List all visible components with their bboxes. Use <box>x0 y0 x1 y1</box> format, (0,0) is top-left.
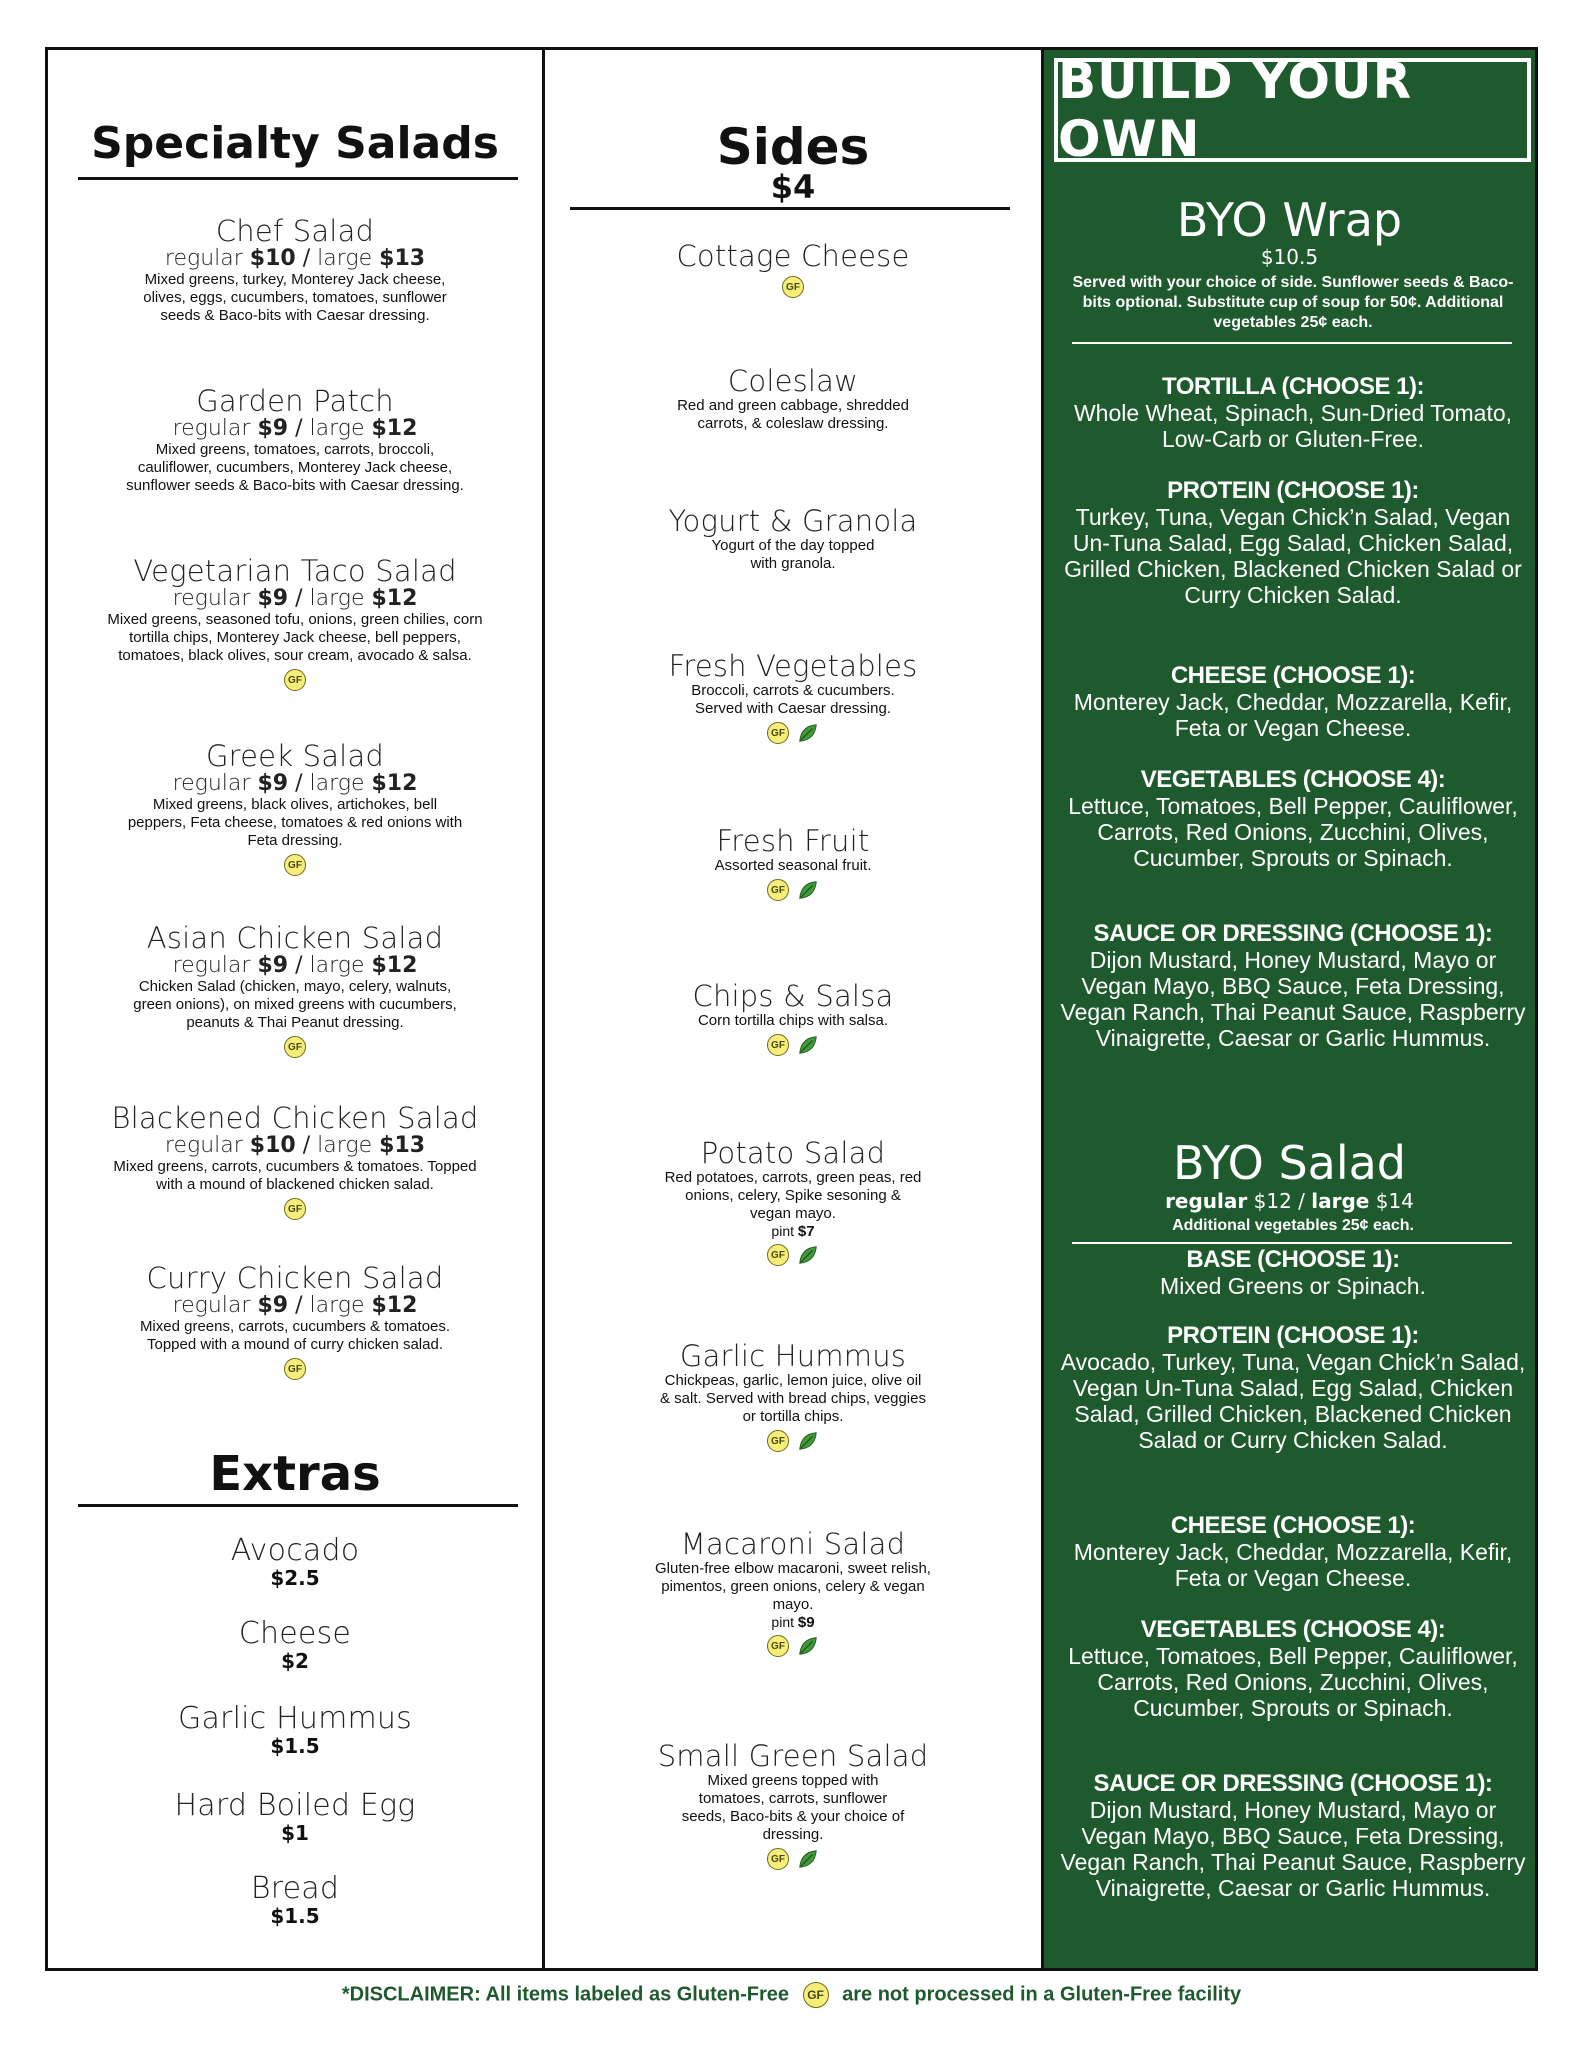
disclaimer-text-before: *DISCLAIMER: All items labeled as Gluten-Free <box>341 1983 789 2006</box>
gluten-free-icon: GF <box>803 1982 829 2008</box>
side-name: Coleslaw <box>727 364 859 398</box>
extra-item <box>48 1618 542 1672</box>
menu-frame <box>45 47 1538 1971</box>
byo-salad-divider <box>1072 1242 1512 1244</box>
regular-label: regular <box>172 416 251 441</box>
side-description: Gluten-free elbow macaroni, sweet relish, pimentos, green onions, celery & vegan mayo. <box>655 1560 931 1613</box>
extra-price: $1.5 <box>270 1904 320 1928</box>
byo-option-group <box>1054 1246 1532 1299</box>
gluten-free-icon: GF <box>767 1430 789 1452</box>
gluten-free-icon: GF <box>767 1034 789 1056</box>
salad-description: Mixed greens, seasoned tofu, onions, green chilies, corn tortilla chips, Monterey Jack cheese, bell peppers, tomatoes, black olives, sour cream, avocado & salsa. <box>107 611 483 664</box>
pint-price <box>545 1223 1041 1240</box>
salad-description: Chicken Salad (chicken, mayo, celery, walnuts, green onions), on mixed greens with cucumbers, peanuts & Thai Peanut dressing. <box>133 978 457 1031</box>
byo-wrap-title: BYO Wrap <box>1176 193 1403 247</box>
salad-description: Mixed greens, tomatoes, carrots, broccoli, cauliflower, cucumbers, Monterey Jack cheese, sunflower seeds & Baco-bits with Caesar dressing. <box>126 441 464 494</box>
large-price: $12 <box>371 1293 418 1318</box>
disclaimer <box>0 1982 1583 2008</box>
large-price: $12 <box>371 416 418 441</box>
byo-salad-note: Additional vegetables 25¢ each. <box>1172 1217 1414 1234</box>
large-label: large <box>309 1293 365 1318</box>
side-description: Yogurt of the day topped with granola. <box>711 537 875 572</box>
disclaimer-text-after: are not processed in a Gluten-Free facility <box>842 1983 1242 2006</box>
regular-label: regular <box>172 953 251 978</box>
pint-label: pint <box>771 1614 794 1630</box>
side-item <box>545 1528 1041 1658</box>
side-name: Fresh Fruit <box>716 824 870 858</box>
side-name: Yogurt & Granola <box>668 504 918 538</box>
extra-name: Avocado <box>230 1533 360 1568</box>
extra-price: $1.5 <box>270 1734 320 1758</box>
byo-group-heading: SAUCE OR DRESSING (CHOOSE 1): <box>1093 920 1493 947</box>
vegan-leaf-icon <box>797 1848 819 1870</box>
salad-description: Mixed greens, carrots, cucumbers & tomatoes. Topped with a mound of curry chicken salad. <box>139 1318 451 1353</box>
regular-label: regular <box>172 586 251 611</box>
pint-label: pint <box>771 1223 794 1239</box>
side-description: Red potatoes, carrots, green peas, red onions, celery, Spike sesoning & vegan mayo. <box>664 1169 922 1222</box>
byo-option-group <box>1054 477 1532 608</box>
gluten-free-icon: GF <box>284 1358 306 1380</box>
salad-name: Curry Chicken Salad <box>146 1261 444 1295</box>
sides-price: $4 <box>770 168 816 206</box>
gluten-free-icon: GF <box>767 1848 789 1870</box>
byo-option-group <box>1054 662 1532 741</box>
byo-option-group <box>1054 1616 1532 1721</box>
byo-group-options: Lettuce, Tomatoes, Bell Pepper, Cauliflower, Carrots, Red Onions, Zucchini, Olives, Cucumber, Sprouts or Spinach. <box>1068 793 1518 871</box>
side-name: Potato Salad <box>700 1136 886 1170</box>
side-description: Red and green cabbage, shredded carrots, & coleslaw dressing. <box>677 397 909 432</box>
regular-price: $9 <box>257 771 289 796</box>
extra-name: Cheese <box>238 1616 352 1651</box>
gluten-free-icon: GF <box>782 276 804 298</box>
salad-description: Mixed greens, turkey, Monterey Jack cheese, olives, eggs, cucumbers, tomatoes, sunflower seeds & Baco-bits with Caesar dressing. <box>143 271 447 324</box>
byo-group-heading: TORTILLA (CHOOSE 1): <box>1162 373 1424 400</box>
extra-price: $1 <box>281 1821 309 1845</box>
byo-salad-price: regular $12 / large $14 <box>1165 1189 1414 1213</box>
salad-price: regular $9 / large $12 <box>172 1293 418 1318</box>
pint-price <box>545 1614 1041 1631</box>
vegan-leaf-icon <box>797 879 819 901</box>
extras-divider <box>78 1504 518 1507</box>
side-description: Broccoli, carrots & cucumbers. Served with Caesar dressing. <box>691 682 895 717</box>
byo-option-group <box>1054 1322 1532 1453</box>
diet-badges <box>48 1197 542 1221</box>
regular-label: regular <box>172 771 251 796</box>
diet-badges <box>545 275 1041 299</box>
extra-item <box>48 1535 542 1589</box>
byo-option-group <box>1054 1770 1532 1901</box>
salad-price: regular $10 / large $13 <box>164 246 426 271</box>
side-description: Mixed greens topped with tomatoes, carrots, sunflower seeds, Baco-bits & your choice of dressing. <box>681 1772 905 1843</box>
extra-name: Garlic Hummus <box>178 1701 412 1736</box>
pint-value: $7 <box>797 1223 815 1240</box>
side-item <box>545 1740 1041 1871</box>
byo-wrap-divider <box>1072 342 1512 344</box>
byo-column <box>1044 50 1535 1968</box>
byo-group-options: Mixed Greens or Spinach. <box>1160 1273 1426 1299</box>
byo-wrap-price: $10.5 <box>1260 245 1319 269</box>
large-label: large <box>309 586 365 611</box>
byo-salad-regular-price: $12 <box>1253 1189 1292 1213</box>
byo-group-heading: VEGETABLES (CHOOSE 4): <box>1140 766 1446 793</box>
salad-item <box>48 1262 542 1381</box>
large-label: large <box>317 1133 373 1158</box>
salad-name: Vegetarian Taco Salad <box>133 554 457 588</box>
byo-salad-large-price: $14 <box>1375 1189 1414 1213</box>
salad-description: Mixed greens, carrots, cucumbers & tomatoes. Topped with a mound of blackened chicken salad. <box>113 1158 477 1193</box>
side-name: Macaroni Salad <box>680 1527 906 1561</box>
vegan-leaf-icon <box>797 1430 819 1452</box>
byo-wrap-note: Served with your choice of side. Sunflower seeds & Baco-bits optional. Substitute cup of soup for 50¢. Additional vegetables 25¢ each. <box>1072 274 1514 331</box>
byo-group-heading: SAUCE OR DRESSING (CHOOSE 1): <box>1093 1770 1493 1797</box>
large-price: $13 <box>379 1133 426 1158</box>
byo-salad-regular-label: regular <box>1165 1189 1248 1213</box>
large-label: large <box>309 953 365 978</box>
byo-option-group <box>1054 373 1532 452</box>
side-description: Assorted seasonal fruit. <box>714 857 872 874</box>
salad-name: Chef Salad <box>215 214 375 248</box>
salad-description: Mixed greens, black olives, artichokes, bell peppers, Feta cheese, tomatoes & red onions with Feta dressing. <box>127 796 463 849</box>
byo-group-heading: PROTEIN (CHOOSE 1): <box>1167 477 1419 504</box>
salad-item <box>48 215 542 325</box>
vegan-leaf-icon <box>797 1244 819 1266</box>
large-label: large <box>317 246 373 271</box>
regular-price: $9 <box>257 1293 289 1318</box>
side-item <box>545 365 1041 433</box>
diet-badges <box>545 1429 1041 1453</box>
salad-item <box>48 740 542 877</box>
diet-badges <box>48 1357 542 1381</box>
side-name: Cottage Cheese <box>676 239 910 273</box>
side-name: Chips & Salsa <box>692 979 894 1013</box>
byo-group-heading: BASE (CHOOSE 1): <box>1186 1246 1400 1273</box>
large-price: $12 <box>371 586 418 611</box>
byo-option-group <box>1054 766 1532 871</box>
side-item <box>545 505 1041 573</box>
byo-group-options: Dijon Mustard, Honey Mustard, Mayo or Vegan Mayo, BBQ Sauce, Feta Dressing, Vegan Ranch, Thai Peanut Sauce, Raspberry Vinaigrette, Caesar or Garlic Hummus. <box>1060 947 1526 1051</box>
salad-price: regular $10 / large $13 <box>164 1133 426 1158</box>
byo-option-group <box>1054 920 1532 1051</box>
specialty-title: Specialty Salads <box>91 118 499 169</box>
extra-item <box>48 1703 542 1757</box>
gluten-free-icon: GF <box>284 669 306 691</box>
byo-group-options: Whole Wheat, Spinach, Sun-Dried Tomato, Low-Carb or Gluten-Free. <box>1073 400 1513 452</box>
regular-price: $9 <box>257 586 289 611</box>
salad-price: regular $9 / large $12 <box>172 953 418 978</box>
gluten-free-icon: GF <box>284 1036 306 1058</box>
side-item <box>545 980 1041 1057</box>
gluten-free-icon: GF <box>767 879 789 901</box>
diet-badges <box>545 1033 1041 1057</box>
salad-name: Garden Patch <box>196 384 394 418</box>
extra-name: Hard Boiled Egg <box>174 1788 416 1823</box>
byo-group-options: Lettuce, Tomatoes, Bell Pepper, Cauliflower, Carrots, Red Onions, Zucchini, Olives, Cucumber, Sprouts or Spinach. <box>1068 1643 1518 1721</box>
pint-value: $9 <box>797 1614 815 1631</box>
sides-column <box>545 50 1044 1968</box>
side-description: Corn tortilla chips with salsa. <box>697 1012 889 1029</box>
regular-price: $9 <box>257 416 289 441</box>
large-price: $12 <box>371 771 418 796</box>
salad-price: regular $9 / large $12 <box>172 586 418 611</box>
extra-item <box>48 1873 542 1927</box>
diet-badges <box>48 668 542 692</box>
diet-badges <box>545 878 1041 902</box>
vegan-leaf-icon <box>797 722 819 744</box>
regular-label: regular <box>164 246 243 271</box>
regular-price: $9 <box>257 953 289 978</box>
salad-item <box>48 922 542 1059</box>
side-item <box>545 1137 1041 1267</box>
byo-option-group <box>1054 1512 1532 1591</box>
byo-group-heading: CHEESE (CHOOSE 1): <box>1170 662 1416 689</box>
extras-title: Extras <box>209 1446 381 1502</box>
extra-price: $2.5 <box>270 1566 320 1590</box>
gluten-free-icon: GF <box>767 1635 789 1657</box>
extra-name: Bread <box>250 1871 340 1906</box>
gluten-free-icon: GF <box>767 1244 789 1266</box>
vegan-leaf-icon <box>797 1635 819 1657</box>
salad-item <box>48 385 542 495</box>
side-item <box>545 650 1041 745</box>
byo-group-options: Turkey, Tuna, Vegan Chick’n Salad, Vegan Un-Tuna Salad, Egg Salad, Chicken Salad, Grilled Chicken, Blackened Chicken Salad or Curry Chicken Salad. <box>1064 504 1522 608</box>
large-price: $13 <box>379 246 426 271</box>
byo-group-heading: PROTEIN (CHOOSE 1): <box>1167 1322 1419 1349</box>
salad-item <box>48 1102 542 1221</box>
diet-badges <box>48 853 542 877</box>
side-item <box>545 825 1041 902</box>
salad-name: Greek Salad <box>205 739 385 773</box>
regular-label: regular <box>172 1293 251 1318</box>
side-description: Chickpeas, garlic, lemon juice, olive oil & salt. Served with bread chips, veggies or tortilla chips. <box>660 1372 926 1425</box>
salad-price: regular $9 / large $12 <box>172 771 418 796</box>
diet-badges <box>48 1035 542 1059</box>
regular-label: regular <box>164 1133 243 1158</box>
gluten-free-icon: GF <box>284 854 306 876</box>
gluten-free-icon: GF <box>284 1198 306 1220</box>
sides-divider <box>570 207 1010 210</box>
diet-badges <box>545 1847 1041 1871</box>
specialty-divider <box>78 177 518 180</box>
regular-price: $10 <box>249 246 296 271</box>
gluten-free-icon: GF <box>767 722 789 744</box>
byo-group-heading: CHEESE (CHOOSE 1): <box>1170 1512 1416 1539</box>
diet-badges <box>545 1634 1041 1658</box>
byo-group-options: Avocado, Turkey, Tuna, Vegan Chick’n Salad, Vegan Un-Tuna Salad, Egg Salad, Chicken Salad, Grilled Chicken, Blackened Chicken Salad or Curry Chicken Salad. <box>1060 1349 1526 1453</box>
byo-salad-title: BYO Salad <box>1172 1136 1406 1190</box>
byo-title: BUILD YOUR OWN <box>1058 52 1413 168</box>
side-name: Garlic Hummus <box>679 1339 907 1373</box>
salad-item <box>48 555 542 692</box>
salad-name: Blackened Chicken Salad <box>111 1101 479 1135</box>
salad-name: Asian Chicken Salad <box>146 921 444 955</box>
extra-item <box>48 1790 542 1844</box>
sides-title: Sides <box>716 118 870 176</box>
byo-group-options: Monterey Jack, Cheddar, Mozzarella, Kefir, Feta or Vegan Cheese. <box>1073 1539 1513 1591</box>
large-label: large <box>309 416 365 441</box>
large-price: $12 <box>371 953 418 978</box>
side-item <box>545 1340 1041 1453</box>
byo-group-heading: VEGETABLES (CHOOSE 4): <box>1140 1616 1446 1643</box>
side-name: Small Green Salad <box>657 1739 929 1773</box>
diet-badges <box>545 721 1041 745</box>
byo-group-options: Monterey Jack, Cheddar, Mozzarella, Kefir, Feta or Vegan Cheese. <box>1073 689 1513 741</box>
salad-price: regular $9 / large $12 <box>172 416 418 441</box>
diet-badges <box>545 1243 1041 1267</box>
large-label: large <box>309 771 365 796</box>
extra-price: $2 <box>281 1649 309 1673</box>
specialty-column <box>48 50 545 1968</box>
byo-banner <box>1054 52 1531 168</box>
side-item <box>545 240 1041 299</box>
byo-salad-large-label: large <box>1311 1189 1370 1213</box>
vegan-leaf-icon <box>797 1034 819 1056</box>
side-name: Fresh Vegetables <box>668 649 918 683</box>
regular-price: $10 <box>249 1133 296 1158</box>
byo-group-options: Dijon Mustard, Honey Mustard, Mayo or Vegan Mayo, BBQ Sauce, Feta Dressing, Vegan Ranch, Thai Peanut Sauce, Raspberry Vinaigrette, Caesar or Garlic Hummus. <box>1060 1797 1526 1901</box>
